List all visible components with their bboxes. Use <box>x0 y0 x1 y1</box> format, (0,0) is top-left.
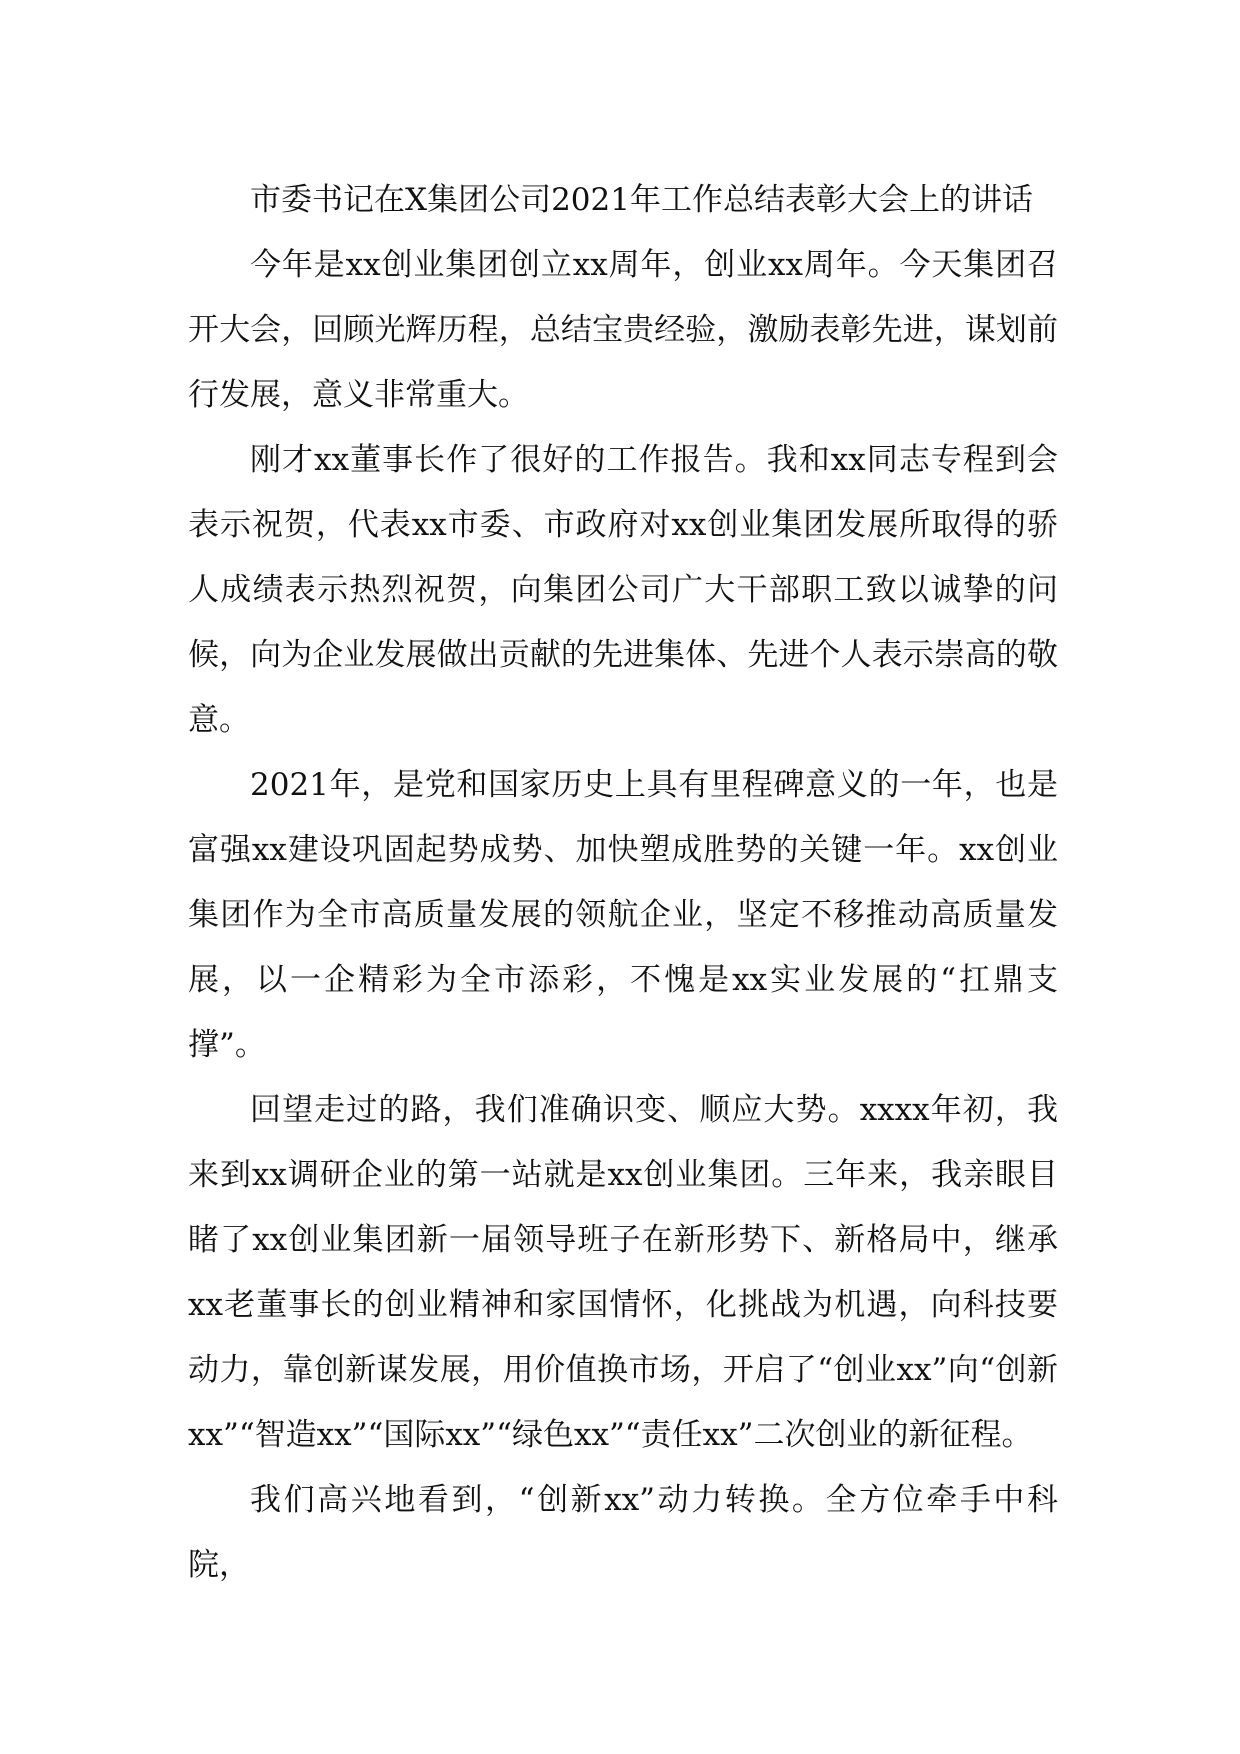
paragraph-5: 我们高兴地看到，“创新xx”动力转换。全方位牵手中科院， <box>188 1482 1058 1583</box>
paragraph-4: 回望走过的路，我们准确识变、顺应大势。xxxx年初，我来到xx调研企业的第一站就是xx创业集团。三年来，我亲眼目睹了xx创业集团新一届领导班子在新形势下、新格局中，继承xx老董事长的创业精神和家国情怀，化挑战为机遇，向科技要动力，靠创新谋发展，用价值换市场，开启了“创业xx”向“创新xx”“智造xx”“国际xx”“绿色xx”“责任xx”二次创业的新征程。 <box>188 1092 1058 1453</box>
paragraph-2: 刚才xx董事长作了很好的工作报告。我和xx同志专程到会表示祝贺，代表xx市委、市政府对xx创业集团发展所取得的骄人成绩表示热烈祝贺，向集团公司广大干部职工致以诚挚的问候，向为企业发展做出贡献的先进集体、先进个人表示崇高的敬意。 <box>188 442 1058 738</box>
paragraph-1: 今年是xx创业集团创立xx周年，创业xx周年。今天集团召开大会，回顾光辉历程，总结宝贵经验，激励表彰先进，谋划前行发展，意义非常重大。 <box>188 247 1058 413</box>
document-title: 市委书记在X集团公司2021年工作总结表彰大会上的讲话 <box>250 182 1033 218</box>
document-body <box>188 168 1058 1598</box>
paragraph-3: 2021年，是党和国家历史上具有里程碑意义的一年，也是富强xx建设巩固起势成势、加快塑成胜势的关键一年。xx创业集团作为全市高质量发展的领航企业，坚定不移推动高质量发展，以一企精彩为全市添彩，不愧是xx实业发展的“扛鼎支撑”。 <box>188 767 1058 1063</box>
